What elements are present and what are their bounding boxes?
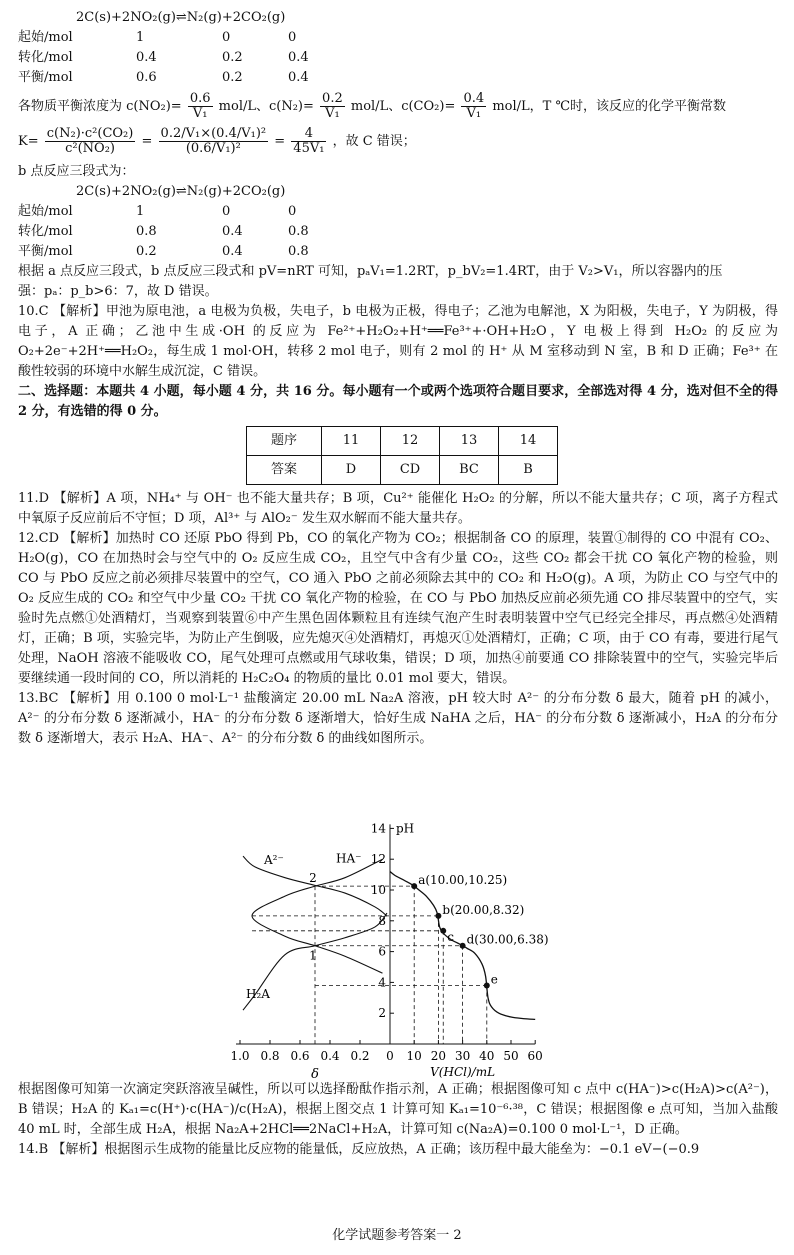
x-tick-label: 20 bbox=[430, 1049, 447, 1063]
chart-labels bbox=[230, 821, 548, 1078]
answer-table-answer-row: 答案 D CD BC B bbox=[247, 456, 558, 485]
data-point bbox=[440, 928, 446, 934]
b-table-row-equilibrium: 平衡/mol 0.2 0.4 0.8 bbox=[18, 244, 309, 259]
y-tick-label: 12 bbox=[370, 852, 386, 867]
x-tick-label: 40 bbox=[479, 1049, 495, 1063]
data-point bbox=[411, 883, 417, 889]
question-13-conclusion: 根据图像可知第一次滴定突跃溶液呈碱性，所以可以选择酚酞作指示剂，A 正确；根据图像可知 c 点中 c(HA⁻)>c(H₂A)>c(A²⁻)，B 错误；H₂A 的 Kₐ₁=c(H⁺)·c(HA⁻)/c(H₂A)，根据上图交点 1 计算可知 Kₐ₁=10⁻⁶·³⁸，C 错误；根据图像 e 点可知，当加入盐酸 40 mL 时，全部生成 H₂A，根据 Na₂A+2HCl══2NaCl+H₂A，计算可知 c(Na₂A)=0.100 0 mol·L⁻¹，D 正确。 bbox=[18, 1082, 778, 1137]
x-tick-label: 10 bbox=[406, 1049, 422, 1063]
y-tick-label: 2 bbox=[378, 1006, 386, 1021]
fraction-k-result: $\frac{4}{\text{45V₁}}$ bbox=[293, 126, 325, 156]
species-label: H₂A bbox=[246, 986, 270, 1001]
point-label: e bbox=[490, 972, 498, 987]
question-13-analysis: 13.BC 【解析】用 0.100 0 mol·L⁻¹ 盐酸滴定 20.00 mL Na₂A 溶液，pH 较大时 A²⁻ 的分布分数 δ 最大，随着 pH 的减小，A²⁻ 的分布分数 δ 逐渐减小，HA⁻ 的分布分数 δ 逐渐增大，恰好生成 NaHA 之后，HA⁻ 的分布分数 δ 逐渐减小，H₂A 的分布分数 δ 逐渐增大，表示 H₂A、HA⁻、A²⁻ 的分布分数 δ 的曲线如图所示。 bbox=[18, 691, 778, 746]
species-label: HA⁻ bbox=[336, 851, 362, 866]
data-point bbox=[484, 982, 490, 988]
y-tick-label: 8 bbox=[378, 913, 386, 928]
point-label: b(20.00,8.32) bbox=[442, 902, 525, 917]
question-10-analysis: 10.C 【解析】甲池为原电池，a 电极为负极，失电子，b 电极为正极，得电子；乙池为电解池，X 为阳极，失电子，Y 为阴极，得电子，A 正确；乙池中生成·OH 的反应为 Fe²⁺+H₂O₂+H⁺══Fe³⁺+·OH+H₂O，Y 电极上得到 H₂O₂ 的反应为 O₂+2e⁻+2H⁺══H₂O₂，每生成 1 mol·OH，转移 2 mol 电子，则有 2 mol 的 H⁺ 从 M 室移动到 N 室，B 和 D 正确；Fe³⁺ 在酸性较弱的环境中水解生成沉淀，C 错误。 bbox=[18, 304, 778, 379]
fraction-no2: $\frac{0.6}{\text{V₁}}$ bbox=[189, 91, 211, 121]
delta-tick-label: 0.4 bbox=[320, 1049, 340, 1063]
fraction-n2: $\frac{0.2}{\text{V₁}}$ bbox=[322, 91, 343, 121]
equilibrium-constant-line: K= $\frac{\text{c(N₂)·c²(CO₂)}}{\text{c²(NO₂)}}$ = $\frac{\text{0.2/V₁×(0.4/V₁)²}}{\text{(0.6/V₁)²}}$ = $\frac{4}{\text{45V₁}}$ ，故 C 错误； bbox=[18, 126, 416, 156]
a-table-row-start: 起始/mol 1 0 0 bbox=[18, 30, 297, 45]
fraction-k-def: $\frac{\text{c(N₂)·c²(CO₂)}}{\text{c²(NO₂)}}$ bbox=[46, 126, 134, 156]
concentration-line: 各物质平衡浓度为 c(NO₂)= $\frac{0.6}{\text{V₁}}$ mol/L、c(N₂)= $\frac{0.2}{\text{V₁}}$ mol/L、c(CO₂)= $\frac{0.4}{\text{V₁}}$ mol/L，T ℃时，该反应的化学平衡常数 bbox=[18, 91, 726, 121]
pressure-line-2: 强：pₐ：p_b>6：7，故 D 错误。 bbox=[18, 284, 218, 299]
data-point bbox=[435, 913, 441, 919]
y-axis-label: pH bbox=[396, 821, 415, 836]
x-axis-label: V(HCl)/mL bbox=[430, 1065, 496, 1078]
y-tick-label: 6 bbox=[378, 944, 386, 959]
answer-page-lower bbox=[18, 1080, 778, 1160]
section-2-heading: 二、选择题：本题共 4 小题，每小题 4 分，共 16 分。每小题有一个或两个选项符合题目要求，全部选对得 4 分，选对但不全的得 2 分，有选错的得 0 分。 bbox=[18, 384, 778, 419]
answer-page bbox=[18, 8, 778, 749]
point-label: a(10.00,10.25) bbox=[418, 873, 508, 888]
delta-tick-label: 0 bbox=[386, 1049, 394, 1063]
delta-axis-label: δ bbox=[311, 1067, 319, 1078]
b-table-row-start: 起始/mol 1 0 0 bbox=[18, 204, 297, 219]
y-tick-label: 14 bbox=[370, 821, 386, 836]
x-tick-label: 60 bbox=[527, 1049, 543, 1063]
fraction-co2: $\frac{0.4}{\text{V₁}}$ bbox=[463, 91, 485, 121]
a-table-row-change: 转化/mol 0.4 0.2 0.4 bbox=[18, 50, 309, 65]
x-tick-label: 50 bbox=[503, 1049, 519, 1063]
intersection-label: 2 bbox=[309, 871, 317, 886]
answer-table-header-row: 题序 11 12 13 14 bbox=[247, 427, 558, 456]
y-tick-label: 10 bbox=[370, 883, 386, 897]
pressure-line-1: 根据 a 点反应三段式，b 点反应三段式和 pV=nRT 可知，pₐV₁=1.2RT，p_bV₂=1.4RT，由于 V₂>V₁，所以容器内的压 bbox=[18, 264, 723, 279]
delta-tick-label: 1.0 bbox=[230, 1049, 250, 1063]
titration-chart bbox=[226, 816, 576, 1078]
reaction-equation-b: 2C(s)+2NO₂(g)⇌N₂(g)+2CO₂(g) bbox=[76, 184, 286, 199]
x-tick-label: 30 bbox=[454, 1049, 471, 1063]
y-tick-label: 4 bbox=[378, 975, 386, 990]
species-label: A²⁻ bbox=[264, 852, 284, 867]
intersection-label: 1 bbox=[309, 948, 317, 963]
reaction-equation-a: 2C(s)+2NO₂(g)⇌N₂(g)+2CO₂(g) bbox=[76, 10, 286, 25]
question-12-analysis: 12.CD 【解析】加热时 CO 还原 PbO 得到 Pb，CO 的氧化产物为 CO₂；根据制备 CO 的原理，装置①制得的 CO 中混有 CO₂、H₂O(g)，CO 在加热时会与空气中的 O₂ 反应生成 CO₂，且空气中含有少量 CO₂，这些 CO₂ 都会干扰 CO 氧化产物的检验，则 CO 与 PbO 反应之前必须排尽装置中的空气，CO 通入 PbO 之前必须除去其中的 CO₂ 和 H₂O(g)。A 项，为防止 CO 与空气中的 O₂ 反应生成的 CO₂ 和空气中少量 CO₂ 干扰 CO 氧化产物的检验，在 CO 与 PbO 加热反应前必须先通 CO 排尽装置中的空气，实验时先点燃①处酒精灯，当观察到装置⑥中产生黑色固体颗粒且有连续气泡产生时表明装置中空气已经完全排尽，再点燃④处酒精灯，正确；B 项，实验完毕，为防止产生倒吸，应先熄灭④处酒精灯，再熄灭①处酒精灯，正确；C 项，由于 CO 有毒，要进行尾气处理，NaOH 溶液不能吸收 CO，尾气处理可点燃或用气球收集，错误；D 项，加热④前要通 CO 排除装置中的空气，实验完毕后要继续通一段时间的 CO，所以消耗的 H₂C₂O₄ 的物质的量比 0.01 mol 要大，错误。 bbox=[18, 531, 778, 686]
point-label: c bbox=[447, 929, 454, 944]
question-11-analysis: 11.D 【解析】A 项，NH₄⁺ 与 OH⁻ 也不能大量共存；B 项，Cu²⁺ 能催化 H₂O₂ 的分解，所以不能大量共存；C 项，离子方程式中氧原子反应前后不守恒；D 项，Al³⁺ 与 AlO₂⁻ 发生双水解而不能大量共存。 bbox=[18, 491, 778, 526]
delta-tick-label: 0.2 bbox=[350, 1049, 370, 1063]
point-label: d(30.00,6.38) bbox=[466, 932, 549, 947]
b-point-title: b 点反应三段式为： bbox=[18, 164, 135, 179]
a-table-row-equilibrium: 平衡/mol 0.6 0.2 0.4 bbox=[18, 70, 309, 85]
fraction-k-sub: $\frac{\text{0.2/V₁×(0.4/V₁)²}}{\text{(0.6/V₁)²}}$ bbox=[160, 126, 267, 156]
data-point bbox=[460, 943, 466, 949]
b-table-row-change: 转化/mol 0.8 0.4 0.8 bbox=[18, 224, 309, 239]
delta-tick-label: 0.6 bbox=[290, 1049, 310, 1063]
delta-tick-label: 0.8 bbox=[260, 1049, 280, 1063]
page-footer: 化学试题参考答案一 2 bbox=[332, 1228, 462, 1243]
question-14-analysis: 14.B 【解析】根据图示生成物的能量比反应物的能量低，反应放热，A 正确；该历程中最大能垒为：−0.1 eV−(−0.9 bbox=[18, 1142, 700, 1157]
answer-table bbox=[246, 426, 558, 485]
